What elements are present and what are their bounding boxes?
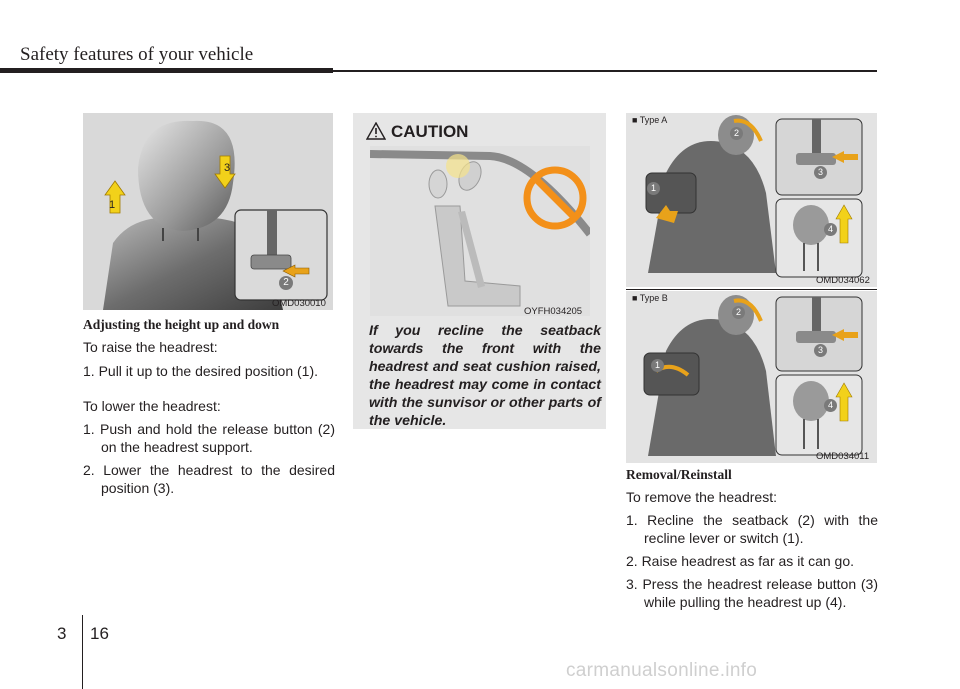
seat-outline [435,206,520,306]
type-b-svg [626,291,877,463]
callout-a-3: 3 [814,166,827,179]
section1-heading: Adjusting the height up and down [83,317,280,332]
type-b-illustration [626,291,877,463]
figure1-code: OMD030010 [272,298,326,309]
lower-step-1: 1. Push and hold the release button (2) on the headrest support. [83,421,335,455]
caution-illustration [370,146,590,316]
headrest-height-illustration [83,113,333,310]
section2-intro: To remove the headrest: [626,489,777,505]
lower-intro: To lower the headrest: [83,398,221,414]
callout-b-3: 3 [814,344,827,357]
callout-b-1: 1 [651,359,664,372]
caution-box [353,113,606,429]
type-a-code: OMD034062 [816,275,870,286]
section2 [626,467,878,611]
type-a-svg [626,113,877,287]
callout-a-1: 1 [647,182,660,195]
warning-icon [366,122,386,140]
chapter-number: 3 [57,624,67,643]
headrest-height-svg [83,113,333,310]
callout-a-2: 2 [730,127,743,140]
callout-2: 2 [279,276,293,290]
type-divider [626,289,877,290]
lower-step-2: 2. Lower the headrest to the desired position (3). [83,462,335,496]
removal-step-1: 1. Recline the seatback (2) with the recline lever or switch (1). [626,512,878,546]
header-rule [0,68,333,73]
callout-3: 3 [224,162,231,174]
page-header-title: Safety features of your vehicle [20,44,254,65]
caution-title: CAUTION [391,122,469,141]
caution-svg [370,146,590,316]
type-b-label: ■ Type B [632,293,668,303]
callout-1: 1 [109,199,116,211]
raise-intro: To raise the headrest: [83,339,218,355]
section2-heading: Removal/Reinstall [626,467,732,482]
footer-rule [82,615,83,689]
type-a-illustration [626,113,877,287]
callout-a-4: 4 [824,223,837,236]
type-a-label: ■ Type A [632,115,668,125]
section1 [83,317,335,497]
type-b-code: OMD034011 [816,451,870,462]
watermark: carmanualsonline.info [566,660,758,681]
page-number: 16 [90,624,109,643]
header-rule-thin [333,70,877,72]
caution-image-code: OYFH034205 [524,306,583,317]
caution-text: If you recline the seatback towards the front with the headrest and seat cushion raised, the headrest may come in contact with the sunvisor or other parts of the vehicle. [369,323,601,429]
removal-step-2: 2. Raise headrest as far as it can go. [626,553,855,569]
callout-b-2: 2 [732,306,745,319]
raise-step-1: 1. Pull it up to the desired position (1). [83,363,319,379]
callout-b-4: 4 [824,399,837,412]
removal-step-3: 3. Press the headrest release button (3) while pulling the headrest up (4). [626,576,878,610]
